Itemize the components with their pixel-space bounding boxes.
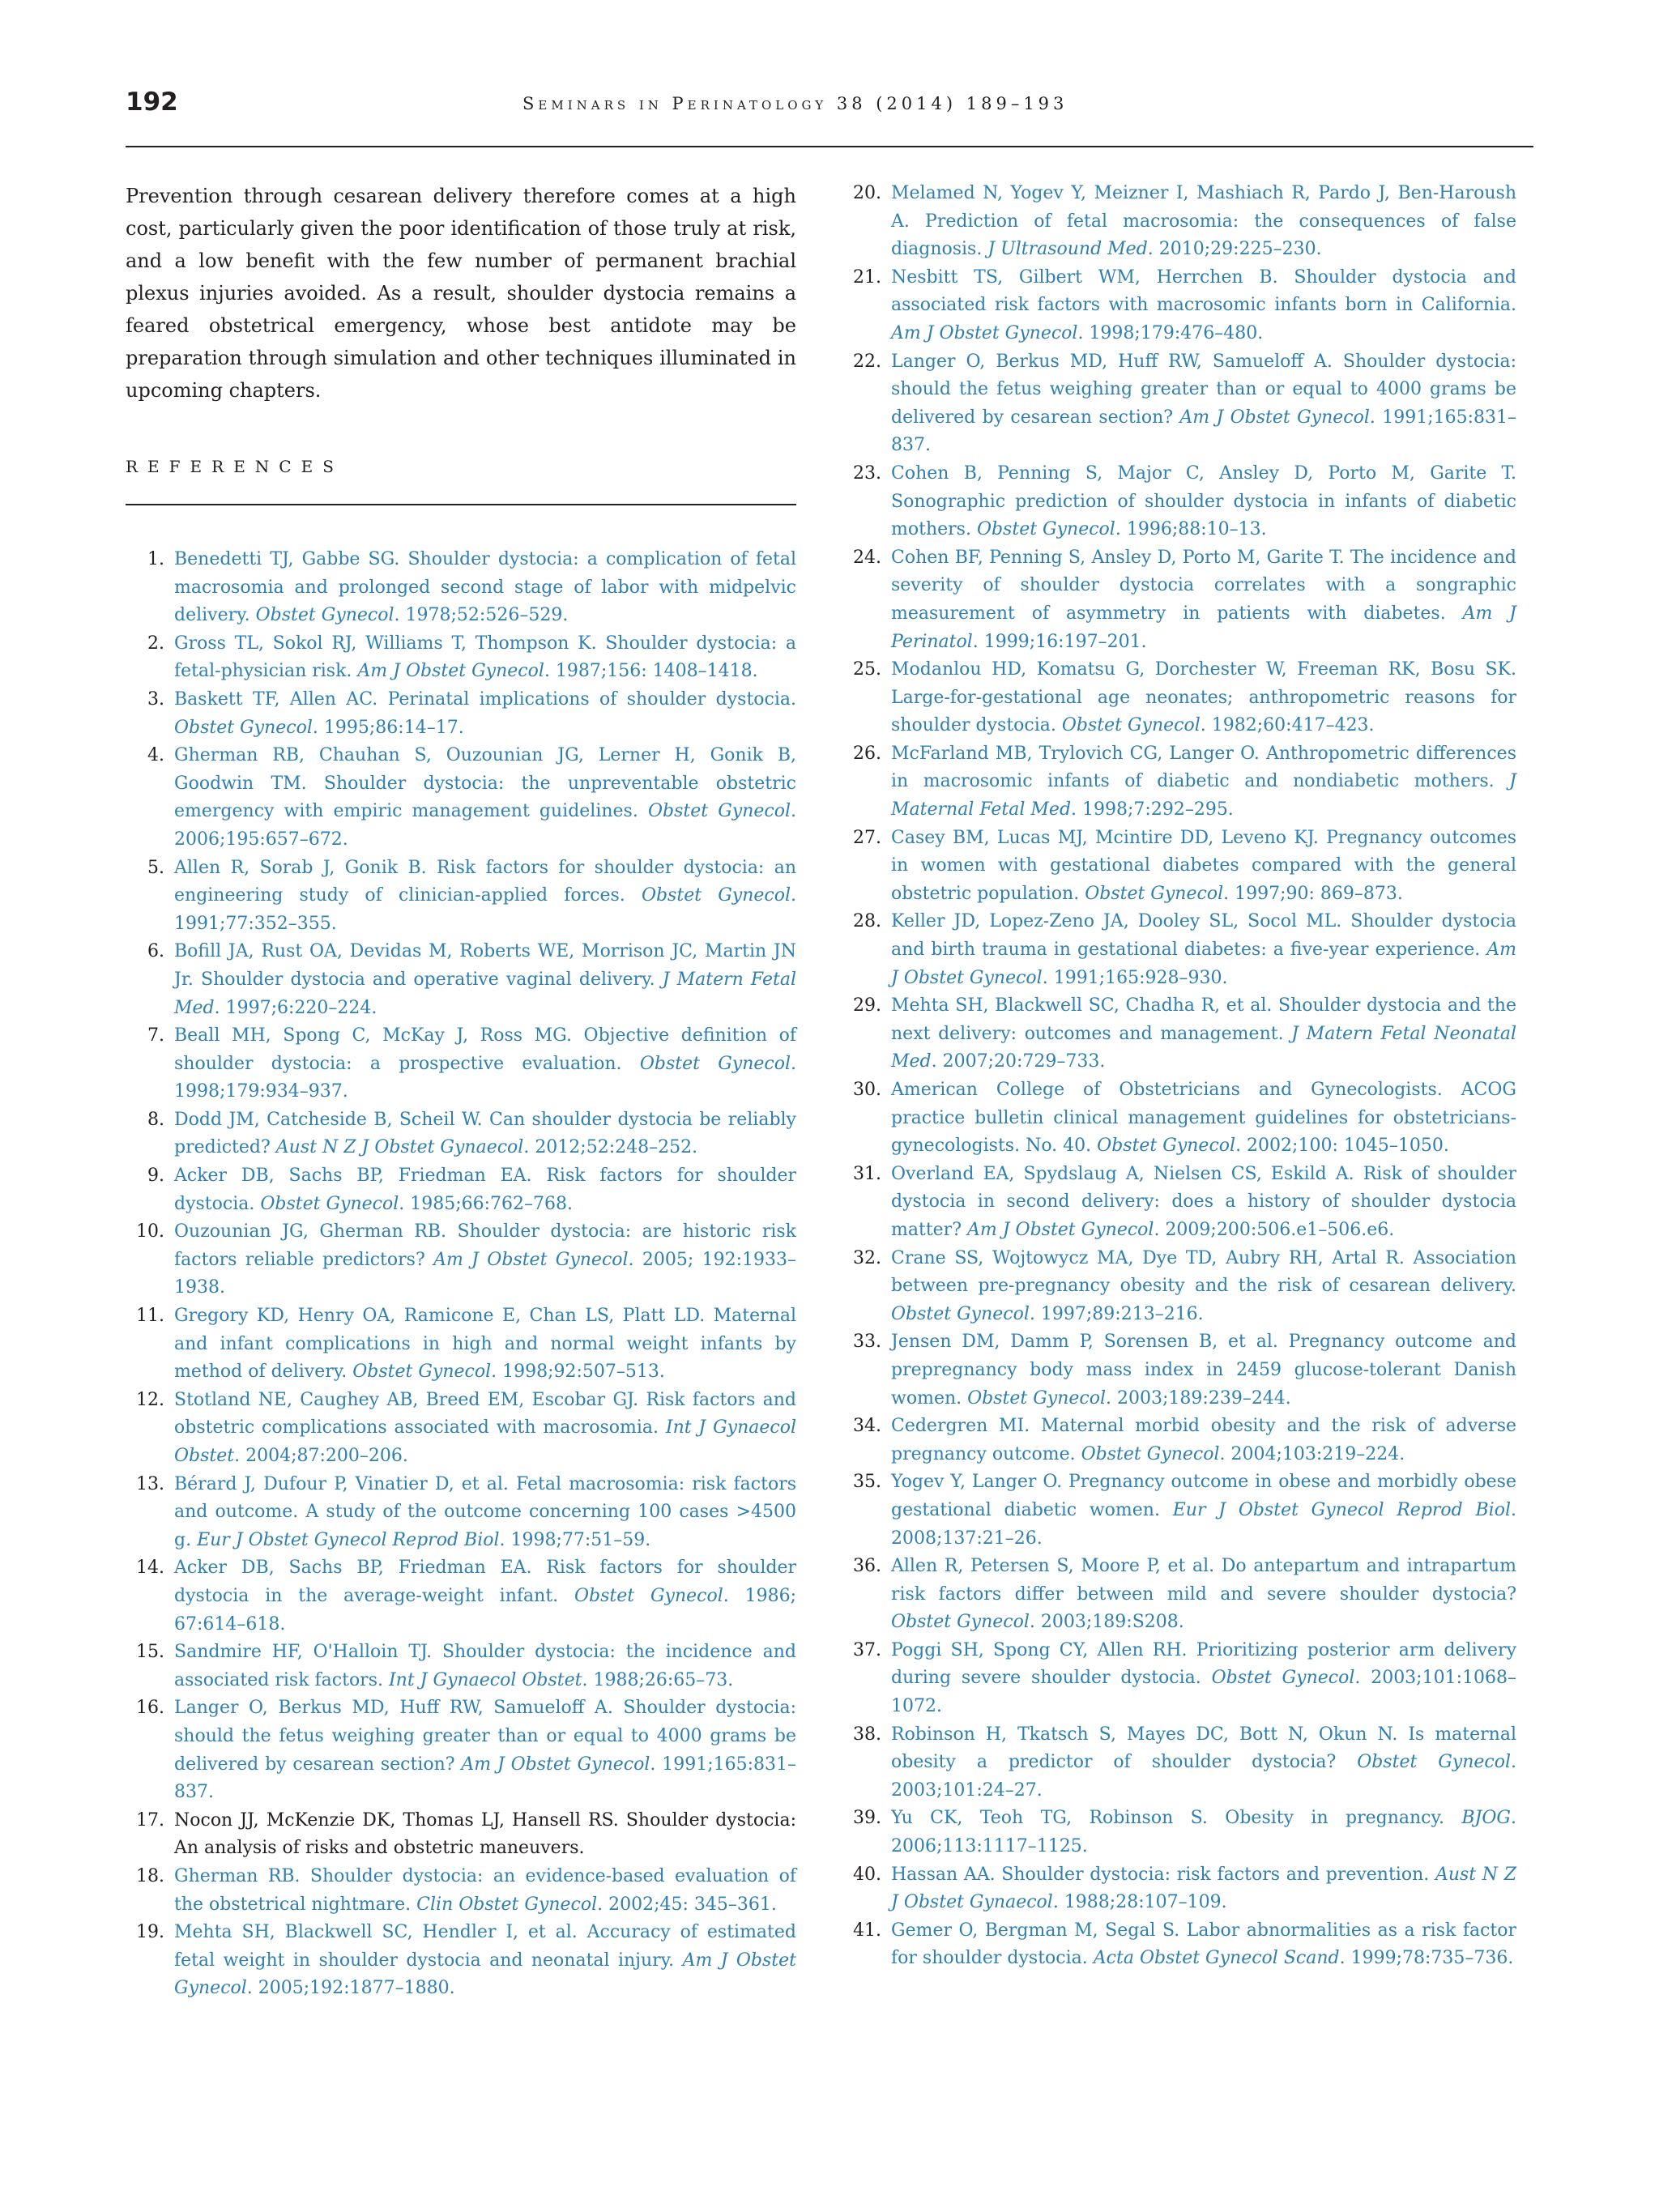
reference-link (174, 1807, 796, 1863)
reference-item (126, 1218, 796, 1302)
reference-link[interactable] (174, 1639, 796, 1694)
reference-authors-title: Acker DB, Sachs BP, Friedman EA. Risk factors for shoulder dystocia. (174, 1166, 796, 1214)
reference-number: 40. (853, 1864, 881, 1885)
reference-number: 19. (136, 1922, 164, 1943)
reference-item (842, 264, 1516, 348)
reference-link[interactable] (891, 740, 1516, 825)
reference-authors-title: Casey BM, Lucas MJ, Mcintire DD, Leveno KJ. Pregnancy outcomes in women with gestational diabetes compared with the general obstetric population. (891, 827, 1516, 904)
reference-item (126, 1554, 796, 1639)
reference-item (842, 1917, 1516, 1973)
reference-authors-title: Gross TL, Sokol RJ, Williams T, Thompson K. Shoulder dystocia: a fetal-physician risk. (174, 633, 796, 682)
reference-journal: BJOG (1461, 1808, 1511, 1829)
reference-link[interactable] (891, 1553, 1516, 1637)
reference-item (842, 348, 1516, 460)
left-column (126, 180, 796, 2003)
reference-authors-title: Nesbitt TS, Gilbert WM, Herrchen B. Shoulder dystocia and associated risk factors with macrosomic infants born in California. (891, 266, 1516, 316)
reference-journal: Clin Obstet Gynecol (416, 1894, 598, 1915)
reference-journal: Acta Obstet Gynecol Scand (1093, 1948, 1340, 1969)
reference-number: 6. (147, 941, 164, 962)
reference-link[interactable] (174, 686, 796, 742)
reference-link[interactable] (891, 1076, 1516, 1161)
reference-item (842, 1553, 1516, 1637)
reference-number: 29. (853, 995, 881, 1016)
reference-authors-title: Gherman RB. Shoulder dystocia: an evidence-based evaluation of the obstetrical nightmare. (174, 1865, 796, 1915)
reference-authors-title: Bérard J, Dufour P, Vinatier D, et al. Fetal macrosomia: risk factors and outcome. A study of the outcome concerning 100 cases >4500 g. (174, 1473, 796, 1550)
reference-journal: Obstet Gynecol (174, 717, 313, 738)
reference-link[interactable] (174, 630, 796, 686)
reference-link[interactable] (891, 460, 1516, 544)
reference-citation: . 2004;87:200–206. (234, 1446, 408, 1466)
page-number: 192 (126, 87, 178, 117)
reference-authors-title: Stotland NE, Caughey AB, Breed EM, Escobar GJ. Risk factors and obstetric complications associated with macrosomia. (174, 1389, 796, 1438)
reference-number: 26. (853, 743, 881, 764)
reference-authors-title: Beall MH, Spong C, McKay J, Ross MG. Objective definition of shoulder dystocia: a prospective evaluation. (174, 1025, 796, 1074)
reference-journal: Obstet Gynecol (260, 1193, 399, 1214)
reference-authors-title: Hassan AA. Shoulder dystocia: risk factors and prevention. (891, 1864, 1435, 1885)
reference-authors-title: Yu CK, Teoh TG, Robinson S. Obesity in pregnancy. (891, 1808, 1462, 1829)
reference-journal: Obstet Gynecol (891, 1612, 1030, 1633)
reference-citation: . 2006;113:1117–1125. (891, 1808, 1516, 1857)
reference-item (842, 1328, 1516, 1413)
reference-item (842, 740, 1516, 825)
reference-citation: . 1998;7:292–295. (1071, 799, 1234, 820)
reference-link[interactable] (174, 1863, 796, 1919)
reference-authors-title: Bofill JA, Rust OA, Devidas M, Roberts WE, Morrison JC, Martin JN Jr. Shoulder dystocia and operative vaginal delivery. (174, 941, 796, 990)
reference-citation: . 2007;20:729–733. (931, 1051, 1106, 1072)
reference-number: 13. (136, 1473, 164, 1494)
reference-number: 30. (853, 1080, 881, 1100)
references-heading: REFERENCES (126, 457, 343, 476)
reference-link[interactable] (174, 1218, 796, 1302)
reference-citation: . 1987;156: 1408–1418. (544, 661, 758, 682)
reference-citation: . 1985;66:762–768. (399, 1193, 574, 1214)
reference-item (842, 1721, 1516, 1805)
reference-citation: . 2003;101:24–27. (891, 1752, 1516, 1801)
reference-number: 14. (136, 1558, 164, 1579)
reference-link[interactable] (174, 546, 796, 630)
reference-journal: Int J Gynaecol Obstet (174, 1417, 796, 1466)
reference-journal: Obstet Gynecol (1211, 1668, 1355, 1689)
reference-number: 36. (853, 1556, 881, 1577)
reference-item (126, 1807, 796, 1863)
reference-item (126, 1022, 796, 1106)
reference-journal: Obstet Gynecol (639, 1053, 791, 1074)
reference-item (842, 544, 1516, 656)
reference-journal: Am J Obstet Gynecol (461, 1754, 650, 1775)
reference-number: 5. (147, 857, 164, 878)
reference-authors-title: McFarland MB, Trylovich CG, Langer O. Anthropometric differences in macrosomic infants of diabetic and nondiabetic mothers. (891, 743, 1516, 792)
reference-journal: Obstet Gynecol (891, 1303, 1030, 1324)
reference-item (842, 656, 1516, 740)
reference-citation: . 1988;26:65–73. (582, 1669, 734, 1690)
reference-link[interactable] (891, 1861, 1516, 1917)
reference-link[interactable] (891, 656, 1516, 740)
reference-citation: . 1991;77:352–355. (174, 885, 796, 934)
reference-item (126, 855, 796, 939)
reference-citation: . 1991;165:928–930. (1042, 967, 1228, 988)
right-column (842, 180, 1516, 1973)
reference-authors-title: Mehta SH, Blackwell SC, Hendler I, et al. Accuracy of estimated fetal weight in shoulder dystocia and neonatal injury. (174, 1922, 796, 1971)
reference-number: 2. (147, 633, 164, 654)
reference-journal: Am J Perinatol (891, 603, 1517, 652)
reference-authors-title: Acker DB, Sachs BP, Friedman EA. Risk factors for shoulder dystocia in the average-weight infant. (174, 1558, 796, 1606)
reference-citation: . 1982;60:417–423. (1200, 715, 1375, 736)
reference-citation: . 1986; 67:614–618. (174, 1585, 796, 1634)
reference-number: 37. (853, 1639, 881, 1660)
reference-link[interactable] (891, 544, 1516, 656)
reference-number: 23. (853, 462, 881, 484)
reference-authors-title: Jensen DM, Damm P, Sorensen B, et al. Pregnancy outcome and prepregnancy body mass index in 2459 glucose-tolerant Danish women. (891, 1332, 1516, 1409)
reference-number: 10. (136, 1221, 164, 1242)
reference-journal: J Ultrasound Med (987, 239, 1148, 260)
reference-authors-title: Cohen BF, Penning S, Ansley D, Porto M, Garite T. The incidence and severity of shoulder dystocia correlates with a songraphic measurement of asymmetry in patients with diabetes. (891, 547, 1516, 624)
reference-item (842, 180, 1516, 264)
reference-item (842, 1076, 1516, 1161)
reference-journal: Int J Gynaecol Obstet (388, 1669, 582, 1690)
reference-authors-title: Overland EA, Spydslaug A, Nielsen CS, Eskild A. Risk of shoulder dystocia in second delivery: does a history of shoulder dystocia matter? (891, 1163, 1516, 1240)
reference-item (126, 938, 796, 1022)
reference-item (842, 1413, 1516, 1468)
reference-journal: Obstet Gynecol (1081, 1443, 1220, 1464)
reference-link[interactable] (891, 1721, 1516, 1805)
reference-link[interactable] (891, 1917, 1516, 1973)
reference-journal: Obstet Gynecol (574, 1585, 723, 1606)
reference-number: 9. (147, 1166, 164, 1187)
reference-number: 3. (147, 688, 164, 710)
reference-number: 16. (136, 1698, 164, 1719)
reference-citation: . 1998;179:934–937. (174, 1053, 797, 1102)
reference-link[interactable] (891, 180, 1516, 264)
reference-journal: Am J Obstet Gynecol (966, 1219, 1154, 1240)
reference-journal: Am J Obstet Gynecol (891, 322, 1078, 343)
reference-citation: . 2005; 192:1933–1938. (174, 1249, 796, 1298)
reference-number: 27. (853, 827, 881, 848)
reference-citation: . 1998;77:51–59. (499, 1529, 651, 1550)
reference-authors-title: Langer O, Berkus MD, Huff RW, Samueloff A. Shoulder dystocia: should the fetus weighing greater than or equal to 4000 grams be delivered by cesarean section? (891, 351, 1516, 428)
reference-citation: . 1999;78:735–736. (1339, 1948, 1514, 1969)
reference-link[interactable] (174, 1387, 796, 1471)
reference-citation: . 2010;29:225–230. (1147, 239, 1322, 260)
reference-number: 15. (136, 1642, 164, 1663)
reference-item (126, 1919, 796, 2003)
reference-link[interactable] (891, 1637, 1516, 1721)
reference-journal: Am J Obstet Gynecol (357, 661, 544, 682)
reference-authors-title: Allen R, Petersen S, Moore P, et al. Do antepartum and intrapartum risk factors differ between mild and severe shoulder dystocia? (891, 1556, 1516, 1605)
reference-journal: Eur J Obstet Gynecol Reprod Biol (197, 1529, 500, 1550)
reference-citation: . 1997;6:220–224. (214, 997, 377, 1018)
reference-journal: J Matern Fetal Med (174, 969, 796, 1018)
reference-authors-title: Mehta SH, Blackwell SC, Chadha R, et al. Shoulder dystocia and the next delivery: outcomes and management. (891, 995, 1516, 1044)
reference-citation: . 2009;200:506.e1–506.e6. (1154, 1219, 1395, 1240)
reference-citation: . 1997;90: 869–873. (1223, 883, 1403, 904)
reference-number: 31. (853, 1163, 881, 1184)
reference-item (842, 1245, 1516, 1329)
reference-citation: . 2002;100: 1045–1050. (1235, 1136, 1449, 1157)
reference-list-right (842, 180, 1516, 1973)
reference-journal: Obstet Gynecol (255, 605, 394, 626)
reference-citation: . 1998;179:476–480. (1077, 322, 1264, 343)
reference-link[interactable] (174, 1302, 796, 1387)
reference-link[interactable] (891, 1468, 1516, 1553)
reference-journal: J Matern Fetal Neonatal Med (891, 1023, 1517, 1072)
reference-number: 22. (853, 351, 881, 372)
reference-authors-title: Robinson H, Tkatsch S, Mayes DC, Bott N, Okun N. Is maternal obesity a predictor of shoulder dystocia? (891, 1724, 1516, 1773)
reference-link[interactable] (891, 1161, 1516, 1245)
reference-journal: Obstet Gynecol (1085, 883, 1224, 904)
reference-citation: . 1996;88:10–13. (1115, 519, 1267, 540)
reference-citation: . 2012;52:248–252. (523, 1137, 698, 1158)
reference-number: 38. (853, 1724, 881, 1745)
reference-item (842, 1637, 1516, 1721)
reference-citation: . 1998;92:507–513. (491, 1362, 665, 1383)
reference-journal: Eur J Obstet Gynecol Reprod Biol (1172, 1499, 1511, 1520)
reference-item (126, 1387, 796, 1471)
reference-number: 8. (147, 1109, 164, 1130)
reference-authors-title: Gherman RB, Chauhan S, Ouzounian JG, Lerner H, Gonik B, Goodwin TM. Shoulder dystocia: the unpreventable obstetric emergency with empiric management guidelines. (174, 745, 796, 822)
reference-link[interactable] (174, 938, 796, 1022)
reference-citation: . 2004;103:219–224. (1219, 1443, 1405, 1464)
reference-link[interactable] (891, 264, 1516, 348)
reference-authors-title: Keller JD, Lopez-Zeno JA, Dooley SL, Socol ML. Shoulder dystocia and birth trauma in gestational diabetes: a five-year experience. (891, 911, 1516, 961)
reference-item (126, 1694, 796, 1806)
reference-citation: . 2006;195:657–672. (174, 801, 796, 850)
reference-item (126, 1639, 796, 1694)
reference-item (126, 546, 796, 630)
reference-number: 35. (853, 1472, 881, 1493)
reference-link[interactable] (174, 1162, 796, 1218)
reference-journal: Obstet Gynecol (976, 519, 1115, 540)
reference-number: 12. (136, 1389, 164, 1410)
references-rule (126, 504, 796, 505)
reference-item (842, 908, 1516, 992)
reference-link[interactable] (891, 1413, 1516, 1468)
reference-number: 18. (136, 1865, 164, 1886)
reference-link[interactable] (891, 908, 1516, 992)
reference-item (842, 825, 1516, 909)
reference-authors-title: Yogev Y, Langer O. Pregnancy outcome in obese and morbidly obese gestational diabetic women. (891, 1472, 1516, 1520)
reference-number: 11. (136, 1306, 164, 1327)
reference-authors-title: American College of Obstetricians and Gynecologists. ACOG practice bulletin clinical management guidelines for obstetricians-gynecologists. No. 40. (891, 1080, 1516, 1157)
reference-journal: Obstet Gynecol (641, 885, 791, 906)
reference-authors-title: Gregory KD, Henry OA, Ramicone E, Chan LS, Platt LD. Maternal and infant complications in high and normal weight infants by method of delivery. (174, 1306, 796, 1383)
reference-item (126, 1471, 796, 1555)
reference-authors-title: Langer O, Berkus MD, Huff RW, Samueloff A. Shoulder dystocia: should the fetus weighing greater than or equal to 4000 grams be delivered by cesarean section? (174, 1698, 796, 1775)
reference-authors-title: Cedergren MI. Maternal morbid obesity and the risk of adverse pregnancy outcome. (891, 1416, 1516, 1464)
reference-authors-title: Cohen B, Penning S, Major C, Ansley D, Porto M, Garite T. Sonographic prediction of shoulder dystocia in infants of diabetic mothers. (891, 462, 1516, 540)
reference-item (126, 1162, 796, 1218)
reference-journal: Obstet Gynecol (647, 801, 791, 822)
reference-link[interactable] (174, 1106, 796, 1162)
reference-authors-title: Poggi SH, Spong CY, Allen RH. Prioritizing posterior arm delivery during severe shoulder dystocia. (891, 1639, 1516, 1689)
reference-item (842, 992, 1516, 1076)
reference-number: 7. (147, 1025, 164, 1046)
reference-number: 25. (853, 659, 881, 680)
header-rule (126, 146, 1533, 147)
reference-authors-title: Baskett TF, Allen AC. Perinatal implications of shoulder dystocia. (174, 688, 796, 710)
reference-citation: . 1991;165:831–837. (891, 407, 1516, 456)
reference-authors-title: Gemer O, Bergman M, Segal S. Labor abnormalities as a risk factor for shoulder dystocia. (891, 1920, 1516, 1969)
reference-item (126, 1863, 796, 1919)
reference-journal: Am J Obstet Gynecol (1179, 407, 1370, 428)
reference-authors-title: Ouzounian JG, Gherman RB. Shoulder dystocia: are historic risk factors reliable predictors? (174, 1221, 796, 1270)
reference-number: 17. (136, 1809, 164, 1831)
reference-number: 33. (853, 1332, 881, 1353)
reference-journal: Obstet Gynecol (352, 1362, 492, 1383)
reference-link[interactable] (891, 992, 1516, 1076)
reference-number: 41. (853, 1920, 881, 1941)
reference-citation: . 1978;52:526–529. (394, 605, 569, 626)
reference-item (126, 1302, 796, 1387)
reference-authors-title: Sandmire HF, O'Halloin TJ. Shoulder dystocia: the incidence and associated risk factors. (174, 1642, 796, 1690)
reference-item (842, 1861, 1516, 1917)
reference-link[interactable] (174, 1471, 796, 1555)
reference-journal: Obstet Gynecol (1061, 715, 1201, 736)
reference-journal: Am J Obstet Gynecol (433, 1249, 629, 1270)
reference-journal: Aust N Z J Obstet Gynaecol (891, 1864, 1517, 1913)
reference-number: 32. (853, 1247, 881, 1268)
reference-link[interactable] (174, 1919, 796, 2003)
reference-authors-title: Nocon JJ, McKenzie DK, Thomas LJ, Hansell RS. Shoulder dystocia: An analysis of risks and obstetric maneuvers. (174, 1809, 796, 1859)
reference-item (842, 1805, 1516, 1860)
reference-journal: Obstet Gynecol (1357, 1752, 1511, 1773)
reference-journal: Am J Obstet Gynecol (174, 1950, 796, 1999)
reference-number: 4. (147, 745, 164, 766)
reference-citation: . 2003;189:239–244. (1106, 1387, 1291, 1409)
reference-citation: . 1997;89:213–216. (1029, 1303, 1204, 1324)
reference-citation: . 1999;16:197–201. (972, 631, 1147, 652)
reference-citation: . 2003;189:S208. (1029, 1612, 1184, 1633)
reference-link[interactable] (174, 1022, 796, 1106)
reference-authors-title: Benedetti TJ, Gabbe SG. Shoulder dystocia: a complication of fetal macrosomia and prolonged second stage of labor with midpelvic delivery. (174, 549, 796, 626)
reference-number: 20. (853, 183, 881, 203)
reference-citation: . 2005;192:1877–1880. (246, 1978, 455, 1999)
reference-citation: . 1988;28:107–109. (1052, 1892, 1227, 1913)
reference-journal: Obstet Gynecol (1097, 1136, 1236, 1157)
reference-link[interactable] (174, 742, 796, 854)
reference-link[interactable] (174, 1694, 796, 1806)
reference-list-left (126, 546, 796, 2003)
reference-citation: . 2008;137:21–26. (891, 1499, 1516, 1549)
reference-authors-title: Dodd JM, Catcheside B, Scheil W. Can shoulder dystocia be reliably predicted? (174, 1109, 796, 1158)
reference-item (126, 1106, 796, 1162)
reference-link[interactable] (891, 825, 1516, 909)
reference-number: 1. (147, 549, 164, 569)
reference-item (842, 1468, 1516, 1553)
reference-item (126, 686, 796, 742)
reference-number: 39. (853, 1808, 881, 1829)
reference-citation: . 1995;86:14–17. (312, 717, 464, 738)
reference-item (126, 742, 796, 854)
reference-number: 28. (853, 911, 881, 932)
reference-citation: . 1991;165:831–837. (174, 1754, 796, 1803)
reference-link[interactable] (174, 1554, 796, 1639)
reference-journal: Obstet Gynecol (967, 1387, 1107, 1409)
reference-link[interactable] (174, 855, 796, 939)
reference-item (126, 630, 796, 686)
reference-number: 34. (853, 1416, 881, 1437)
reference-citation: . 2003;101:1068–1072. (891, 1668, 1516, 1717)
reference-link[interactable] (891, 1328, 1516, 1413)
reference-number: 21. (853, 266, 881, 288)
reference-journal: J Maternal Fetal Med (891, 771, 1516, 820)
reference-item (842, 460, 1516, 544)
reference-authors-title: Crane SS, Wojtowycz MA, Dye TD, Aubry RH, Artal R. Association between pre-pregnancy obesity and the risk of cesarean delivery. (891, 1247, 1516, 1297)
body-paragraph: Prevention through cesarean delivery therefore comes at a high cost, particularly given the poor identification of those truly at risk, and a low benefit with the few number of permanent brachial plexus injuries avoided. As a result, shoulder dystocia remains a feared obstetrical emergency, whose best antidote may be preparation through simulation and other techniques illuminated in upcoming chapters. (126, 185, 796, 402)
reference-authors-title: Melamed N, Yogev Y, Meizner I, Mashiach R, Pardo J, Ben-Haroush A. Prediction of fetal macrosomia: the consequences of false diagnosis. (891, 183, 1516, 260)
reference-link[interactable] (891, 1805, 1516, 1860)
reference-authors-title: Modanlou HD, Komatsu G, Dorchester W, Freeman RK, Bosu SK. Large-for-gestational age neonates; anthropometric reasons for shoulder dystocia. (891, 659, 1516, 736)
running-head: Seminars in Perinatology 38 (2014) 189–193 (522, 94, 1068, 113)
reference-journal: Am J Obstet Gynecol (891, 940, 1516, 988)
reference-citation: . 2002;45: 345–361. (597, 1894, 777, 1915)
reference-link[interactable] (891, 1245, 1516, 1329)
reference-item (842, 1161, 1516, 1245)
reference-authors-title: Allen R, Sorab J, Gonik B. Risk factors for shoulder dystocia: an engineering study of clinician-applied forces. (174, 857, 796, 906)
reference-journal: Aust N Z J Obstet Gynaecol (275, 1137, 524, 1158)
reference-link[interactable] (891, 348, 1516, 460)
reference-number: 24. (853, 547, 881, 568)
